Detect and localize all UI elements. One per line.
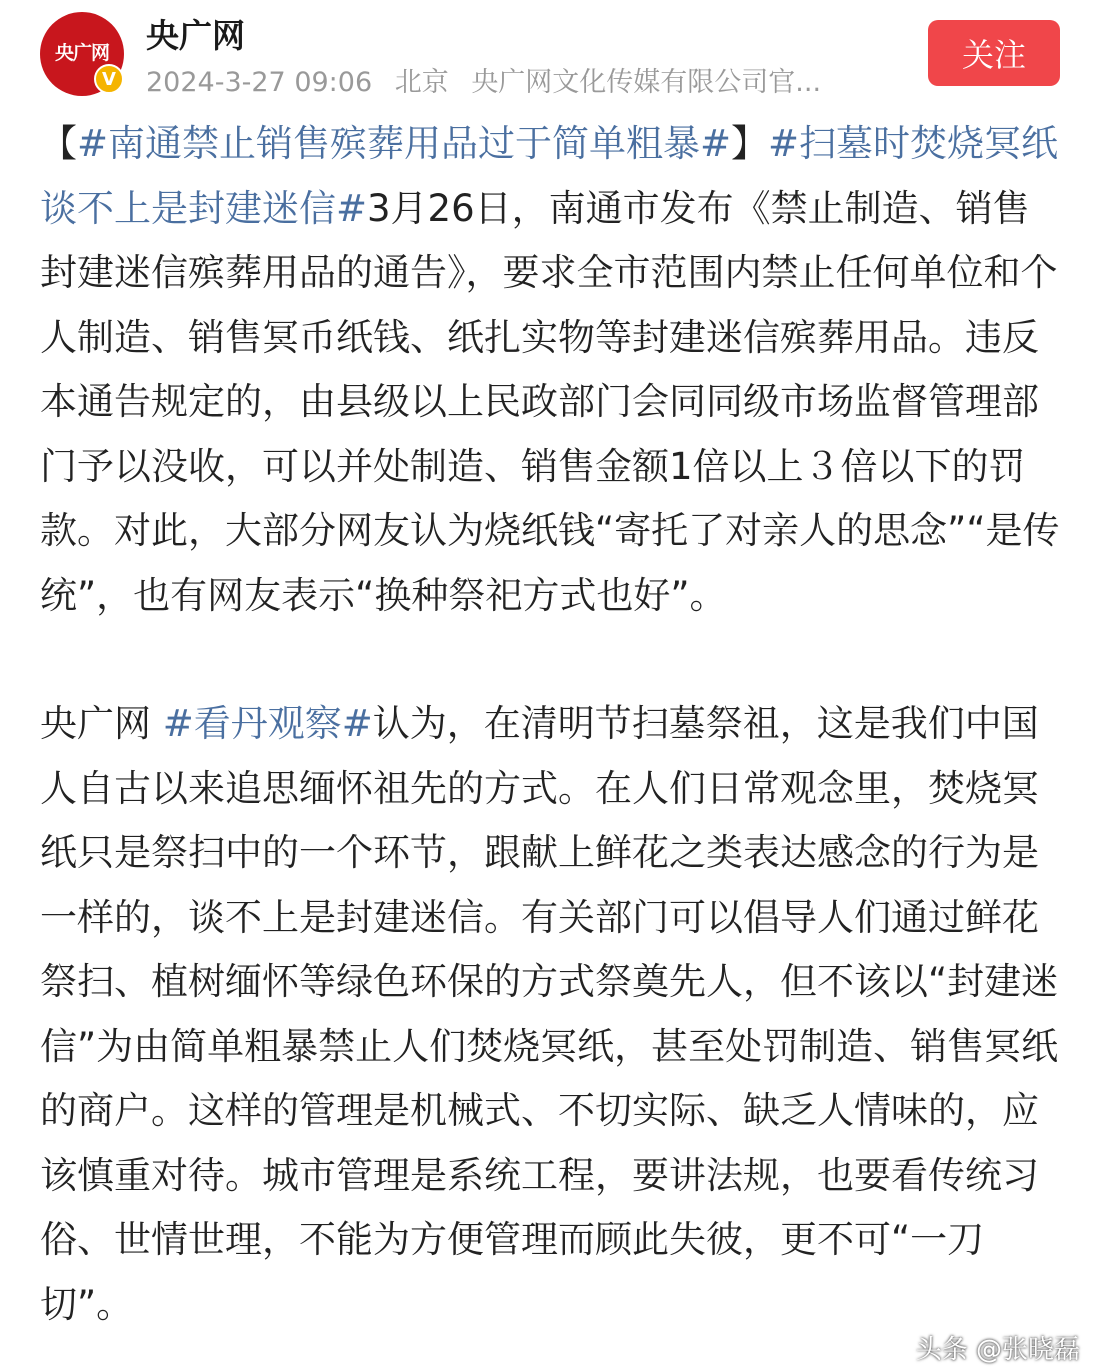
hashtag-link[interactable]: #看丹观察#: [162, 702, 373, 745]
verified-icon: V: [94, 64, 124, 94]
hashtag-link[interactable]: #扫墓时焚烧冥纸谈不上是封建迷信#: [40, 122, 1059, 230]
avatar-logo: 央广网: [54, 41, 109, 64]
account-name[interactable]: 央广网: [146, 16, 245, 55]
post-header: [0, 0, 1102, 110]
watermark: 头条 @张晓磊: [915, 1335, 1080, 1365]
account-description: 央广网文化传媒有限公司官...: [471, 67, 822, 98]
bracket-open: 【: [40, 122, 77, 165]
post-paragraph-2: [40, 692, 1064, 1337]
paragraph-text: 3月26日，南通市发布《禁止制造、销售封建迷信殡葬用品的通告》，要求全市范围内禁止任何单位和个人制造、销售冥币纸钱、纸扎实物等封建迷信殡葬用品。违反本通告规定的，由县级以上民政部门会同同级市场监督管理部门予以没收，可以并处制造、销售金额1倍以上３倍以下的罚款。对此，大部分网友认为烧纸钱“寄托了对亲人的思念”“是传统”，也有网友表示“换种祭祀方式也好”。: [40, 186, 1060, 617]
bracket-close: 】: [731, 122, 769, 165]
post-location: 北京: [394, 67, 449, 98]
post-datetime: 2024-3-27 09:06: [146, 67, 373, 98]
author-mention: 央广网: [40, 702, 163, 745]
follow-button[interactable]: 关注: [928, 20, 1060, 86]
hashtag-link[interactable]: #南通禁止销售殡葬用品过于简单粗暴#: [77, 122, 732, 165]
post-content: [40, 112, 1064, 1337]
post-paragraph-1: [40, 112, 1064, 628]
paragraph-text: 认为，在清明节扫墓祭祖，这是我们中国人自古以来追思缅怀祖先的方式。在人们日常观念里，焚烧冥纸只是祭扫中的一个环节，跟献上鲜花之类表达感念的行为是一样的，谈不上是封建迷信。有关部门可以倡导人们通过鲜花祭扫、植树缅怀等绿色环保的方式祭奠先人，但不该以“封建迷信”为由简单粗暴禁止人们焚烧冥纸，甚至处罚制造、销售冥纸的商户。这样的管理是机械式、不切实际、缺乏人情味的，应该慎重对待。城市管理是系统工程，要讲法规，也要看传统习俗、世情世理，不能为方便管理而顾此失彼，更不可“一刀切”。: [40, 702, 1059, 1326]
post-meta: [146, 60, 906, 99]
